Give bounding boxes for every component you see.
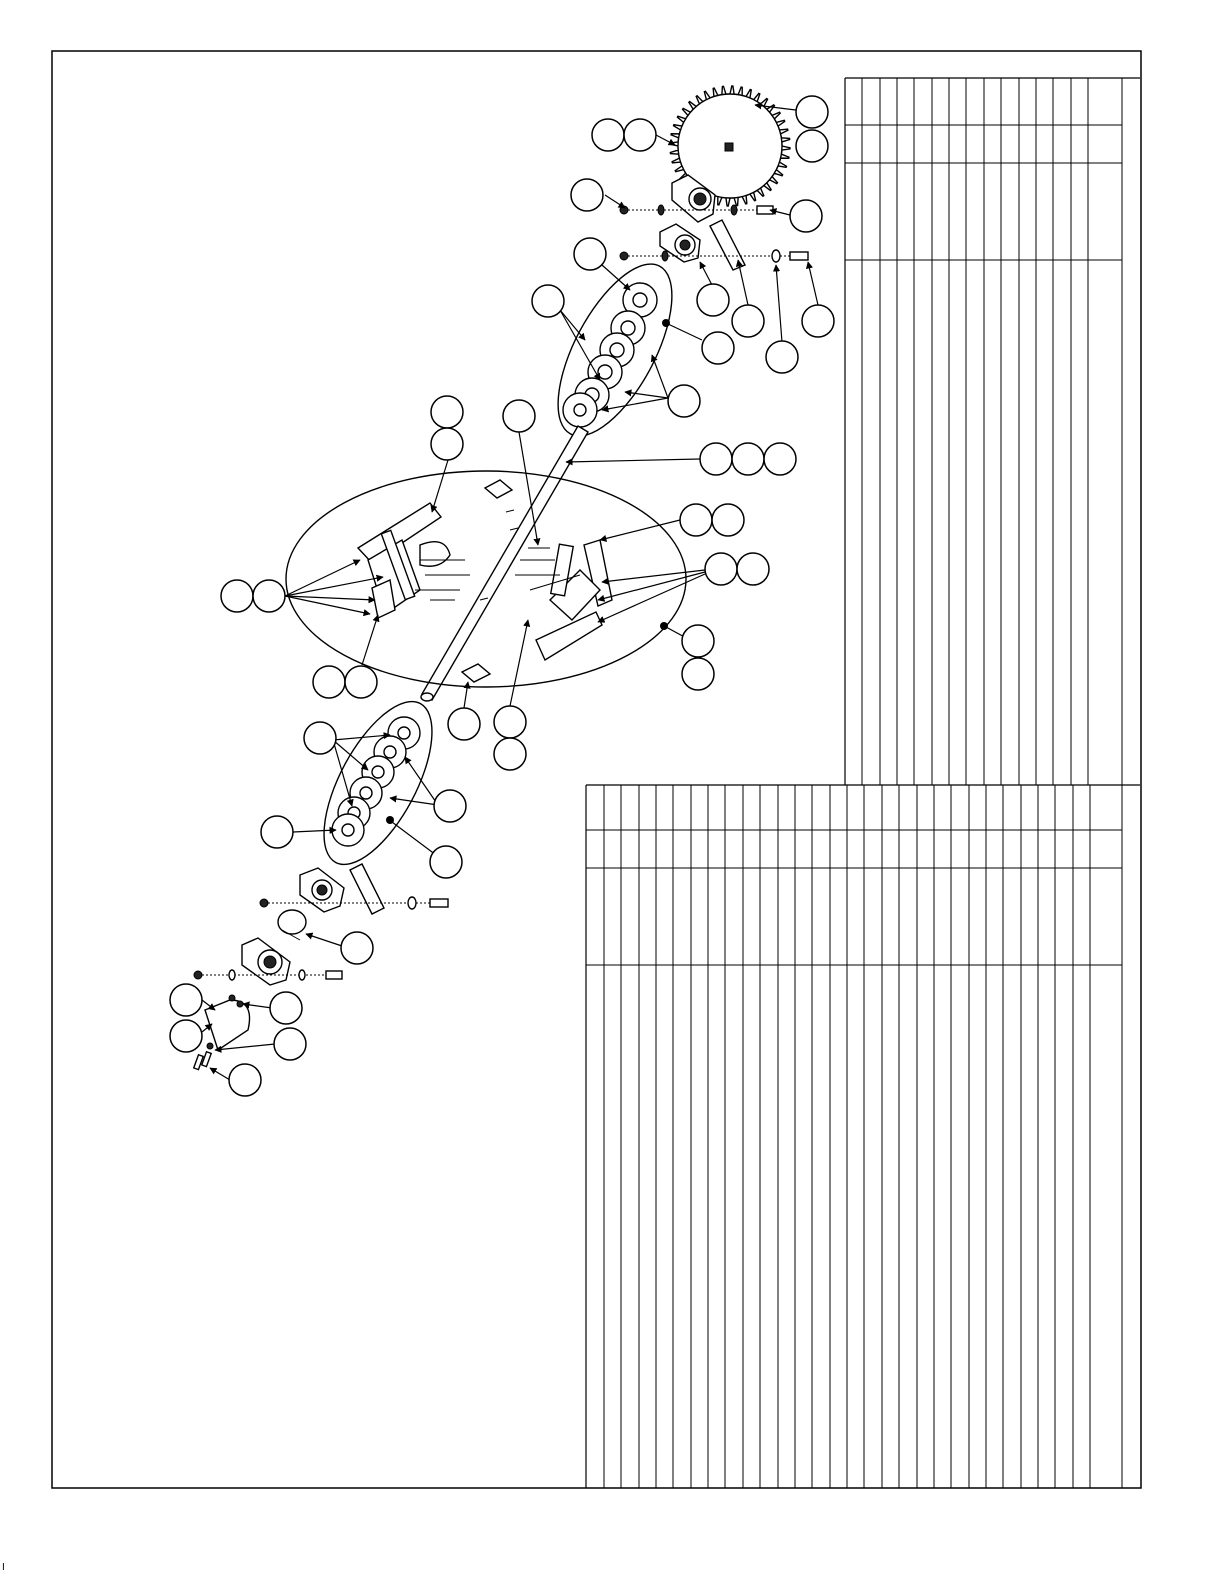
plate-icon	[710, 220, 745, 270]
corner-mark: I	[2, 1562, 5, 1573]
collar-icon	[278, 910, 306, 940]
disc-icon	[563, 283, 657, 427]
paddle-icon	[358, 503, 470, 618]
detail-dot-center	[660, 622, 668, 630]
bolt-icon	[194, 897, 448, 1070]
paddle-icon	[515, 540, 612, 660]
detail-dot-upper	[662, 319, 670, 327]
parts-tables	[586, 78, 1140, 1488]
bearing-icon	[660, 175, 715, 262]
